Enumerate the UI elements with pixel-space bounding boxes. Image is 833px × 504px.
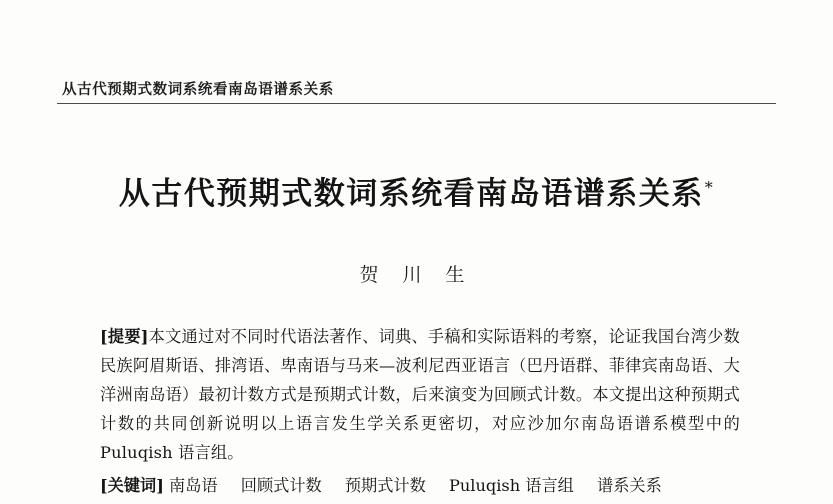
keyword-item: 预期式计数 bbox=[344, 476, 426, 495]
keyword-item: 南岛语 bbox=[169, 476, 218, 495]
abstract-text: 本文通过对不同时代语法著作、词典、手稿和实际语料的考察，论证我国台湾少数民族阿眉斯语、排湾语、卑南语与马来—波利尼西亚语言（巴丹语群、菲律宾南岛语、大洋洲南岛语）最初计数方式是预期式计数，后来演变为回顾式计数。本文提出这种预期式计数的共同创新说明以上语言发生学关系更密切，对应沙加尔南岛语谱系模型中的 Puluqish 语言组。 bbox=[100, 327, 741, 462]
keyword-item: 回顾式计数 bbox=[240, 476, 322, 495]
abstract-label: [提要] bbox=[100, 327, 149, 346]
running-head: 从古代预期式数词系统看南岛语谱系关系 bbox=[62, 81, 334, 98]
keywords-label: [关键词] bbox=[100, 476, 164, 495]
keyword-item: Puluqish 语言组 bbox=[448, 476, 574, 495]
abstract-paragraph bbox=[100, 322, 740, 467]
header-divider bbox=[57, 103, 776, 104]
page-title-text: 从古代预期式数词系统看南岛语谱系关系 bbox=[118, 176, 704, 212]
keywords-block bbox=[100, 471, 740, 500]
keyword-item: 谱系关系 bbox=[597, 476, 662, 495]
abstract-block bbox=[100, 322, 740, 500]
author-name: 贺 川 生 bbox=[359, 264, 474, 286]
title-block bbox=[0, 168, 833, 213]
page-title bbox=[119, 168, 715, 213]
title-footnote-marker: * bbox=[704, 177, 715, 197]
